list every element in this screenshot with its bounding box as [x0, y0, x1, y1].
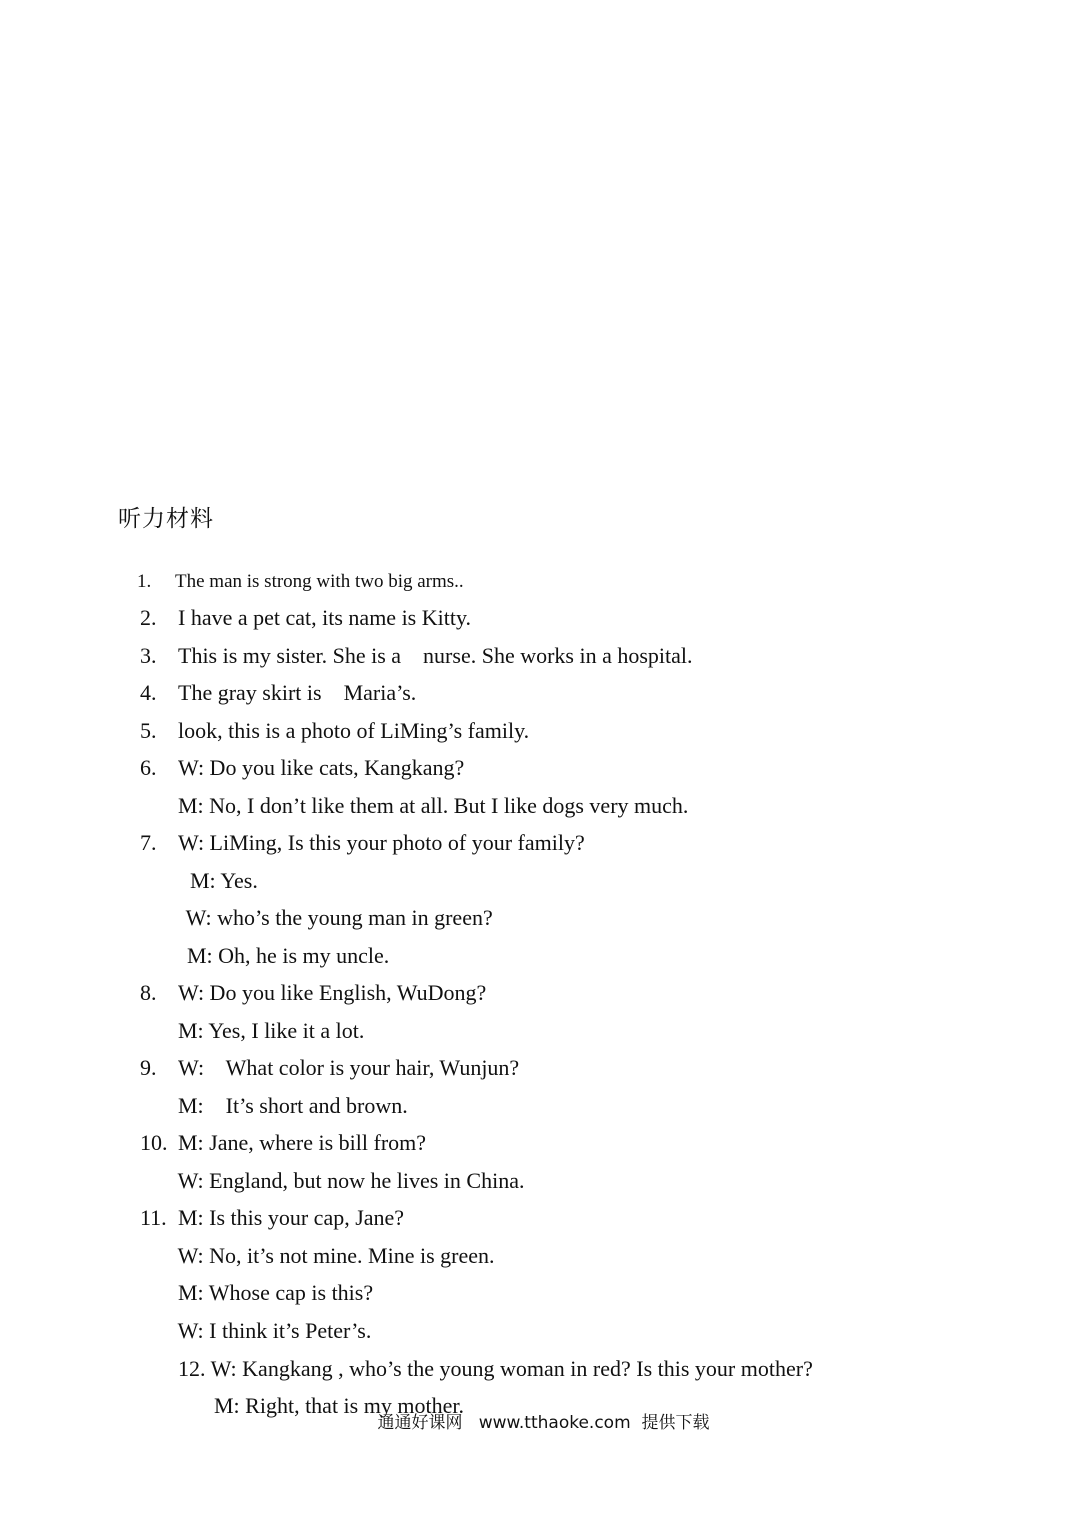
item-text: W: No, it’s not mine. Mine is green.	[177, 1243, 495, 1268]
item-text: W: Do you like English, WuDong?	[178, 980, 487, 1005]
item-number: 7.	[140, 830, 157, 855]
item-text: M: Right, that is my mother.	[214, 1393, 464, 1418]
item-number: 6.	[140, 755, 157, 780]
item-text: M: It’s short and brown.	[178, 1093, 408, 1118]
item-text: M: Yes, I like it a lot.	[178, 1018, 365, 1043]
item-text: W: Do you like cats, Kangkang?	[178, 755, 465, 780]
item-number: 3.	[140, 643, 157, 668]
item-text: W: England, but now he lives in China.	[177, 1168, 525, 1193]
page-footer: 通通好课网 www.tthaoke.com 提供下载	[377, 1413, 710, 1433]
item-number: 11.	[140, 1205, 167, 1230]
item-number: 5.	[140, 718, 157, 743]
item-text: W: who’s the young man in green?	[185, 905, 493, 930]
item-number: 9.	[140, 1055, 157, 1080]
item-number: 4.	[140, 680, 157, 705]
item-text: look, this is a photo of LiMing’s family.	[178, 718, 530, 743]
item-text: M: Whose cap is this?	[178, 1280, 374, 1305]
item-text: M: Jane, where is bill from?	[178, 1130, 427, 1155]
item-text: I have a pet cat, its name is Kitty.	[178, 605, 472, 630]
item-number: 1.	[137, 571, 152, 592]
item-text: M: Is this your cap, Jane?	[178, 1205, 405, 1230]
item-text: W: I think it’s Peter’s.	[177, 1318, 372, 1343]
item-number: 8.	[140, 980, 157, 1005]
item-text: The man is strong with two big arms..	[175, 571, 464, 592]
item-text: This is my sister. She is a nurse. She works in a hospital.	[178, 643, 693, 668]
item-number: 2.	[140, 605, 157, 630]
item-text: 12. W: Kangkang , who’s the young woman in red? Is this your mother?	[178, 1356, 813, 1381]
item-text: M: Oh, he is my uncle.	[187, 943, 390, 968]
item-text: W: LiMing, Is this your photo of your family?	[178, 830, 585, 855]
section-heading: 听力材料	[118, 506, 214, 532]
item-text: M: No, I don’t like them at all. But I like dogs very much.	[178, 793, 689, 818]
item-text: The gray skirt is Maria’s.	[178, 680, 417, 705]
dialogue-line	[192, 1364, 464, 1448]
item-text: W: What color is your hair, Wunjun?	[178, 1055, 520, 1080]
item-text: M: Yes.	[190, 868, 258, 893]
item-number: 10.	[140, 1130, 168, 1155]
